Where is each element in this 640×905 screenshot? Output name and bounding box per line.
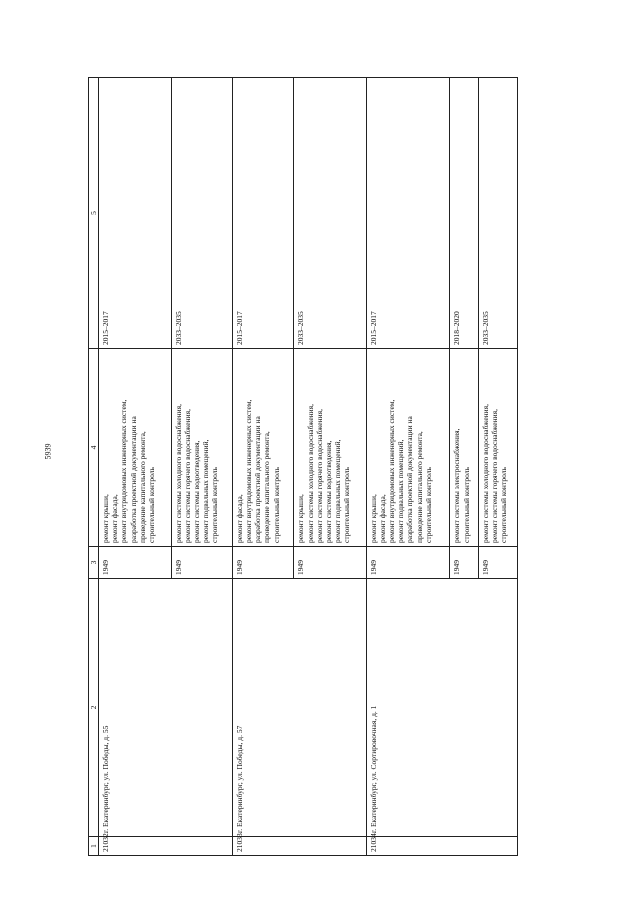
work-item: ремонт системы водоотведения, bbox=[323, 440, 333, 543]
period-cell: 2033–2035 bbox=[294, 78, 366, 349]
period-cell: 2033–2035 bbox=[478, 78, 517, 349]
year-built-cell: 1949 bbox=[366, 547, 450, 579]
works-cell bbox=[233, 349, 294, 547]
works-cell bbox=[478, 349, 517, 547]
work-item: ремонт системы горячего водоснабжения, bbox=[314, 409, 324, 543]
period-cell: 2015–2017 bbox=[366, 78, 450, 349]
work-item: ремонт внутридомовых инженерных систем, bbox=[387, 399, 397, 543]
work-item: ремонт системы электроснабжения, bbox=[452, 428, 462, 543]
row-number: 21032. bbox=[99, 837, 233, 856]
work-item: строительный контроль bbox=[271, 467, 281, 543]
row-number: 21034. bbox=[366, 837, 517, 856]
work-item: разработка проектной документации на bbox=[253, 416, 263, 543]
table-row bbox=[99, 78, 171, 856]
work-item: ремонт системы холодного водоснабжения, bbox=[173, 403, 183, 543]
period-cell: 2033–2035 bbox=[171, 78, 232, 349]
work-item: ремонт крыши, bbox=[368, 494, 378, 543]
work-item: строительный контроль bbox=[146, 467, 156, 543]
work-item: ремонт внутридомовых инженерных систем, bbox=[119, 399, 129, 543]
work-item: проведение капитального ремонта, bbox=[414, 431, 424, 543]
work-item: ремонт крыши, bbox=[101, 494, 111, 543]
address-cell: г. Екатеринбург, ул. Победы, д. 57 bbox=[233, 579, 367, 837]
year-built-cell: 1949 bbox=[294, 547, 366, 579]
work-item: строительный контроль bbox=[423, 467, 433, 543]
work-item: ремонт подвальных помещений, bbox=[396, 439, 406, 543]
year-built-cell: 1949 bbox=[478, 547, 517, 579]
table-row bbox=[366, 78, 450, 856]
period-cell: 2015–2017 bbox=[233, 78, 294, 349]
period-cell: 2018–2020 bbox=[450, 78, 478, 349]
works-cell bbox=[294, 349, 366, 547]
work-item: ремонт фасада, bbox=[110, 494, 120, 543]
work-item: ремонт системы холодного водоснабжения, bbox=[480, 403, 490, 543]
work-item: проведение капитального ремонта, bbox=[262, 431, 272, 543]
column-header-4: 4 bbox=[89, 349, 99, 547]
works-cell bbox=[366, 349, 450, 547]
work-item: ремонт подвальных помещений, bbox=[333, 439, 342, 543]
works-cell bbox=[171, 349, 232, 547]
work-item: ремонт фасада, bbox=[235, 494, 245, 543]
header-row bbox=[89, 78, 99, 856]
work-item: строительный контроль bbox=[342, 467, 352, 543]
period-cell: 2015–2017 bbox=[99, 78, 171, 349]
work-item: ремонт системы горячего водоснабжения, bbox=[182, 409, 192, 543]
column-header-2: 2 bbox=[89, 579, 99, 837]
work-item: разработка проектной документации на bbox=[128, 416, 138, 543]
year-built-cell: 1949 bbox=[99, 547, 171, 579]
column-header-3: 3 bbox=[89, 547, 99, 579]
page-number: 5939 bbox=[43, 443, 53, 460]
column-header-1: 1 bbox=[89, 837, 99, 856]
row-number: 21033. bbox=[233, 837, 367, 856]
year-built-cell: 1949 bbox=[233, 547, 294, 579]
table-body bbox=[99, 78, 518, 856]
work-item: ремонт подвальных помещений, bbox=[201, 439, 211, 543]
capital-repair-table bbox=[88, 77, 518, 856]
work-item: ремонт системы горячего водоснабжения, bbox=[489, 409, 499, 543]
year-built-cell: 1949 bbox=[450, 547, 478, 579]
address-cell: г. Екатеринбург, ул. Сортировочная, д. 1 bbox=[366, 579, 517, 837]
work-item: ремонт системы холодного водоснабжения, bbox=[305, 403, 315, 543]
column-header-5: 5 bbox=[89, 78, 99, 349]
work-item: строительный контроль bbox=[498, 467, 508, 543]
work-item: ремонт крыши, bbox=[296, 494, 306, 543]
work-item: строительный контроль bbox=[461, 467, 471, 543]
address-cell: г. Екатеринбург, ул. Победы, д. 55 bbox=[99, 579, 233, 837]
work-item: ремонт фасада, bbox=[378, 494, 388, 543]
work-item: строительный контроль bbox=[210, 467, 220, 543]
year-built-cell: 1949 bbox=[171, 547, 232, 579]
table-row bbox=[233, 78, 294, 856]
works-cell bbox=[99, 349, 171, 547]
work-item: ремонт внутридомовых инженерных систем, bbox=[244, 399, 254, 543]
work-item: проведение капитального ремонта, bbox=[137, 431, 147, 543]
work-item: разработка проектной документации на bbox=[405, 416, 415, 543]
works-cell bbox=[450, 349, 478, 547]
work-item: ремонт системы водоотведения, bbox=[191, 440, 201, 543]
